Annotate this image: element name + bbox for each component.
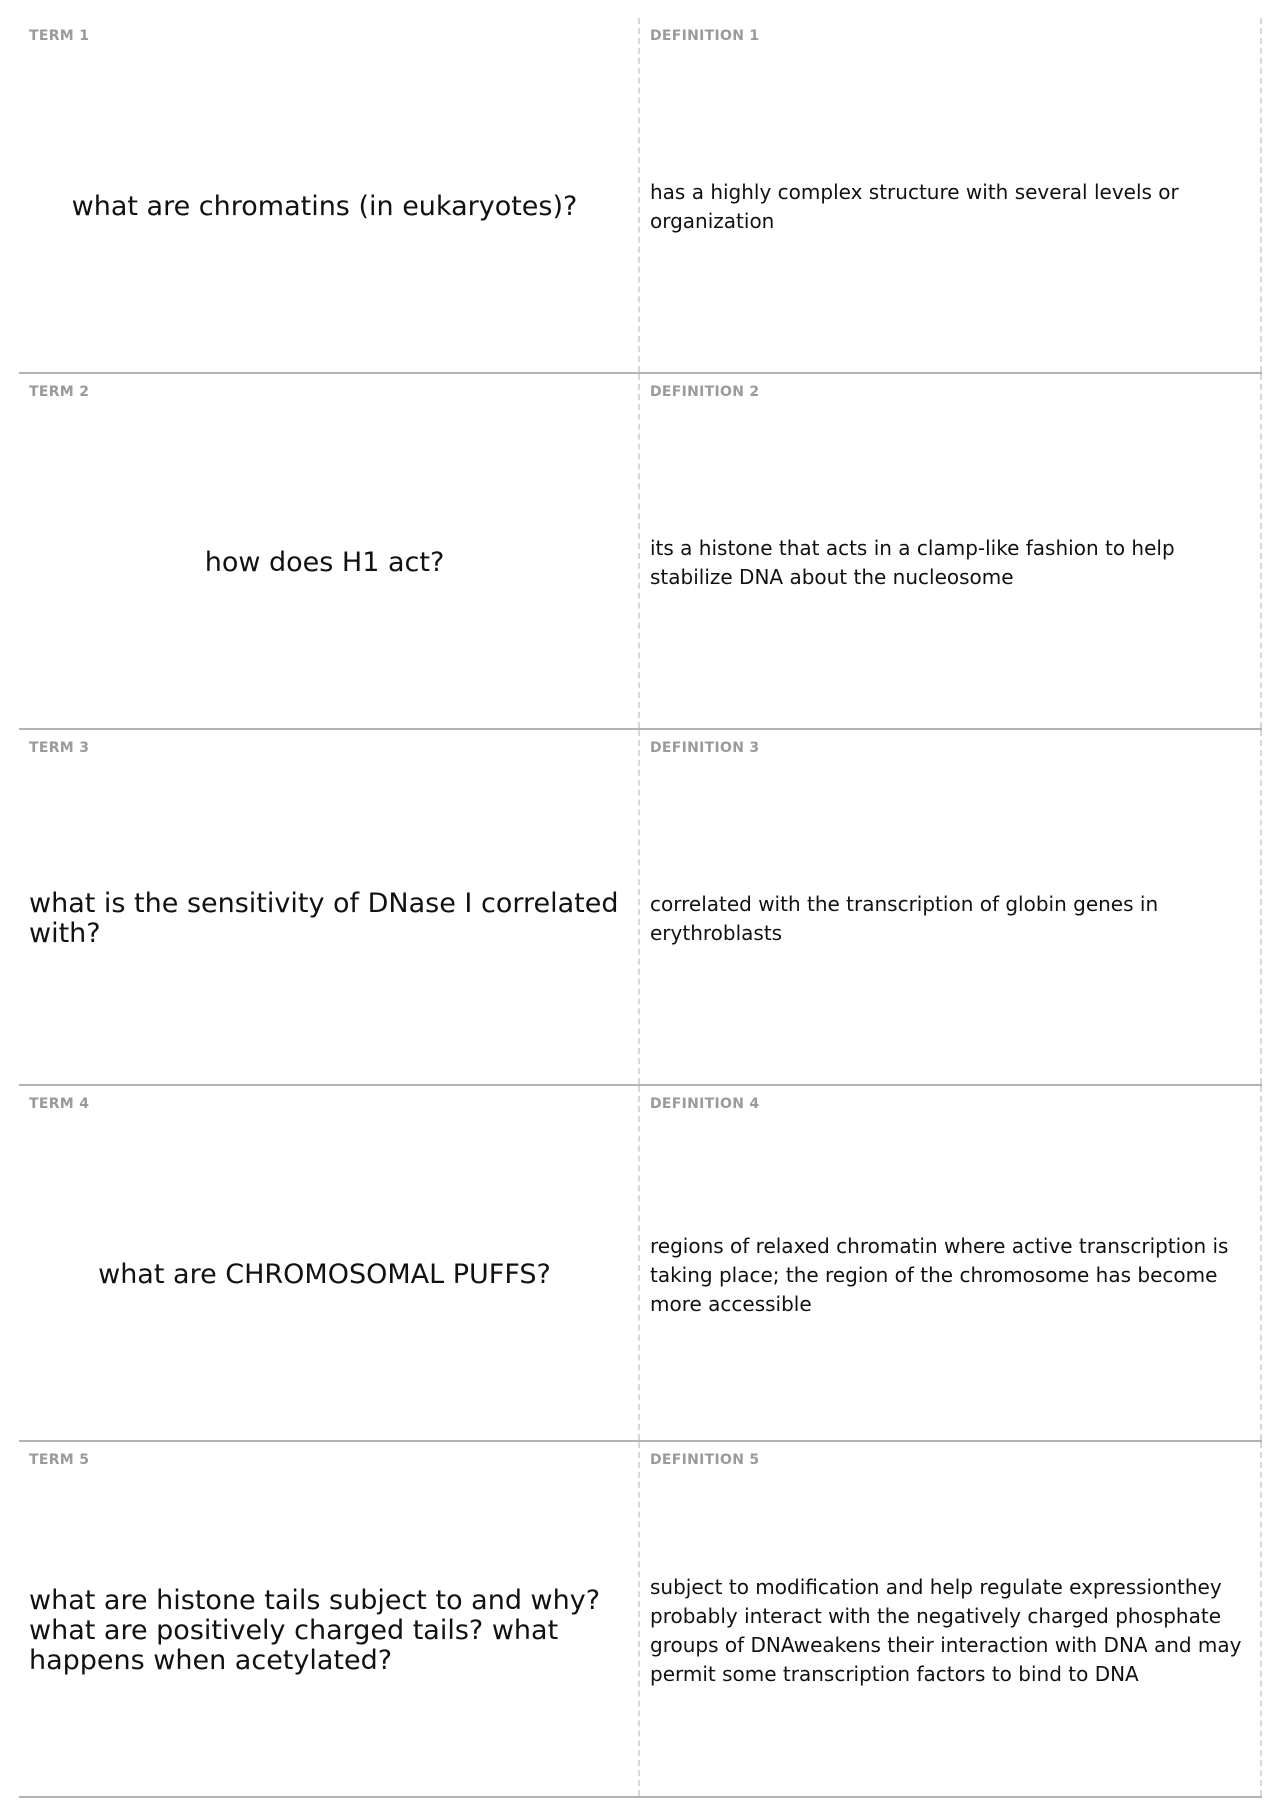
flashcard-row xyxy=(19,18,1262,374)
definition-label: DEFINITION 2 xyxy=(650,384,760,400)
definition-label: DEFINITION 5 xyxy=(650,1452,760,1468)
definition-cell xyxy=(640,730,1262,1084)
term-text: what are histone tails subject to and why? what are positively charged tails? what happens when acetylated? xyxy=(29,1585,601,1676)
term-cell xyxy=(19,1442,640,1796)
definition-label: DEFINITION 1 xyxy=(650,28,760,44)
definition-text: its a histone that acts in a clamp-like fashion to help stabilize DNA about the nucleosome xyxy=(650,536,1175,589)
term-text: what is the sensitivity of DNase I correlated with? xyxy=(29,888,619,949)
term-label: TERM 4 xyxy=(29,1096,90,1112)
term-cell xyxy=(19,730,640,1084)
definition-text: correlated with the transcription of globin genes in erythroblasts xyxy=(650,892,1159,945)
term-label: TERM 1 xyxy=(29,28,90,44)
definition-text: has a highly complex structure with several levels or organization xyxy=(650,180,1179,233)
flashcard-row xyxy=(19,1086,1262,1442)
term-text: how does H1 act? xyxy=(204,547,445,578)
flashcard-sheet xyxy=(19,18,1262,1798)
definition-label: DEFINITION 3 xyxy=(650,740,760,756)
term-text: what are chromatins (in eukaryotes)? xyxy=(71,191,578,222)
term-text: what are CHROMOSOMAL PUFFS? xyxy=(98,1259,551,1290)
flashcard-row xyxy=(19,374,1262,730)
term-cell xyxy=(19,1086,640,1440)
definition-cell xyxy=(640,1086,1262,1440)
definition-text: regions of relaxed chromatin where active transcription is taking place; the region of the chromosome has become more accessible xyxy=(650,1233,1229,1316)
term-cell xyxy=(19,18,640,372)
term-label: TERM 2 xyxy=(29,384,90,400)
term-label: TERM 3 xyxy=(29,740,90,756)
definition-text: subject to modification and help regulate expressionthey probably interact with the negatively charged phosphate groups of DNAweakens their interaction with DNA and may permit some transcription factors to bind to DNA xyxy=(650,1575,1242,1686)
flashcard-row xyxy=(19,730,1262,1086)
definition-cell xyxy=(640,374,1262,728)
flashcard-row xyxy=(19,1442,1262,1798)
term-label: TERM 5 xyxy=(29,1452,90,1468)
definition-label: DEFINITION 4 xyxy=(650,1096,760,1112)
term-cell xyxy=(19,374,640,728)
definition-cell xyxy=(640,18,1262,372)
definition-cell xyxy=(640,1442,1262,1796)
